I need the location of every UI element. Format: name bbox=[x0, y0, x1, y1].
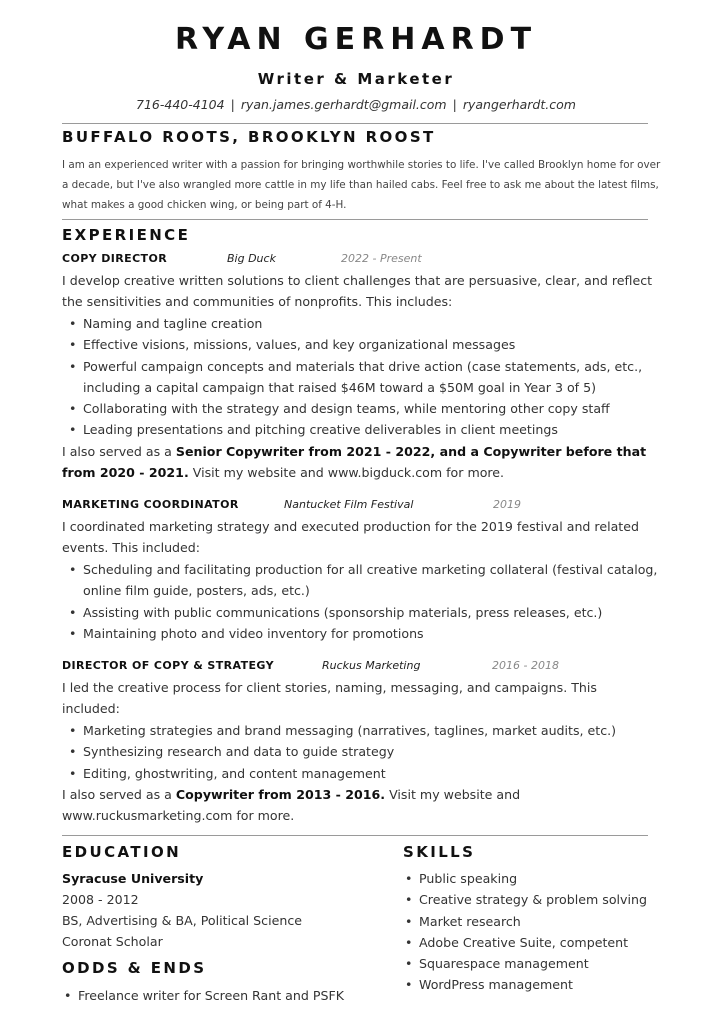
education-school: Syracuse University bbox=[62, 871, 204, 886]
job-company: Nantucket Film Festival bbox=[284, 498, 414, 511]
divider bbox=[62, 219, 648, 220]
list-item: • Market research bbox=[403, 911, 693, 932]
list-item: • Collaborating with the strategy and design teams, while mentoring other copy staff bbox=[62, 398, 674, 419]
job-title: DIRECTOR OF COPY & STRATEGY bbox=[62, 659, 274, 672]
job-closing bbox=[62, 784, 542, 827]
divider bbox=[62, 835, 648, 836]
divider bbox=[62, 123, 648, 124]
list-item: • Assisting with public communications (sponsorship materials, press releases, etc.) bbox=[62, 602, 674, 623]
job-dates: 2022 - Present bbox=[341, 252, 422, 265]
job-dates: 2019 bbox=[493, 498, 521, 511]
experience-heading: EXPERIENCE bbox=[62, 226, 191, 244]
list-item: • Synthesizing research and data to guide strategy bbox=[62, 741, 674, 762]
intro-paragraph: I am an experienced writer with a passion for bringing worthwhile stories to life. I've called Brooklyn home for over a decade, but I've also wrangled more cattle in my life than hailed cabs. Feel free to ask me about the latest films, what makes a good chicken wing, or being part of 4-H. bbox=[62, 159, 661, 211]
list-item: • Powerful campaign concepts and materials that drive action (case statements, ads, etc., including a capital campaign that raised $46M toward a $50M goal in Year 3 of 5) bbox=[62, 356, 674, 399]
intro-heading: BUFFALO ROOTS, BROOKLYN ROOST bbox=[62, 128, 436, 146]
list-item: • Public speaking bbox=[403, 868, 693, 889]
resume-name: RYAN GERHARDT bbox=[174, 22, 538, 57]
job-closing-lead: I also served as a bbox=[62, 444, 176, 459]
job-summary: I led the creative process for client stories, naming, messaging, and campaigns. This included: bbox=[62, 680, 597, 717]
job-closing-tail: Visit my website and www.ruckusmarketing.com for more. bbox=[62, 787, 521, 824]
job-bullets bbox=[62, 720, 674, 784]
contact-separator: | bbox=[452, 97, 457, 112]
website-link[interactable]: ryangerhardt.com bbox=[462, 97, 576, 112]
list-item: • Marketing strategies and brand messaging (narratives, taglines, market audits, etc.) bbox=[62, 720, 674, 741]
list-item: • Squarespace management bbox=[403, 953, 693, 974]
list-item: • Freelance writer for Screen Rant and PSFK bbox=[62, 985, 402, 1006]
education-degree: BS, Advertising & BA, Political Science bbox=[62, 913, 302, 928]
odds-heading: ODDS & ENDS bbox=[62, 959, 207, 977]
contact-line bbox=[0, 97, 712, 112]
education-honor: Coronat Scholar bbox=[62, 934, 163, 949]
skills-list bbox=[403, 868, 693, 996]
odds-list bbox=[62, 985, 402, 1006]
job-company: Ruckus Marketing bbox=[322, 659, 421, 672]
education-years: 2008 - 2012 bbox=[62, 892, 139, 907]
job-summary: I develop creative written solutions to client challenges that are persuasive, clear, and reflect the sensitivities and communities of nonprofits. This includes: bbox=[62, 273, 653, 310]
list-item: • Adobe Creative Suite, competent bbox=[403, 932, 693, 953]
list-item: • Scheduling and facilitating production for all creative marketing collateral (festival catalog, online film guide, posters, ads, etc.) bbox=[62, 559, 674, 602]
job-dates: 2016 - 2018 bbox=[492, 659, 559, 672]
job-title: COPY DIRECTOR bbox=[62, 252, 168, 265]
resume-subtitle: Writer & Marketer bbox=[257, 70, 455, 88]
job-closing-lead: I also served as a bbox=[62, 787, 176, 802]
list-item: • Creative strategy & problem solving bbox=[403, 889, 693, 910]
job-closing-tail: Visit my website and www.bigduck.com for more. bbox=[188, 465, 505, 481]
skills-heading: SKILLS bbox=[403, 843, 476, 861]
list-item: • Effective visions, missions, values, and key organizational messages bbox=[62, 334, 674, 355]
phone-number: 716-440-4104 bbox=[136, 97, 225, 112]
education-heading: EDUCATION bbox=[62, 843, 182, 861]
job-title: MARKETING COORDINATOR bbox=[62, 498, 239, 511]
list-item: • Naming and tagline creation bbox=[62, 313, 674, 334]
job-closing-bold: Copywriter from 2013 - 2016. bbox=[175, 787, 386, 802]
job-bullets bbox=[62, 313, 674, 441]
list-item: • Leading presentations and pitching creative deliverables in client meetings bbox=[62, 419, 674, 440]
job-closing-bold: Senior Copywriter from 2021 - 2022, and a Copywriter before that from 2020 - 2021. bbox=[62, 444, 647, 481]
list-item: • WordPress management bbox=[403, 974, 693, 995]
job-summary: I coordinated marketing strategy and executed production for the 2019 festival and related events. This included: bbox=[62, 519, 639, 556]
email-address[interactable]: ryan.james.gerhardt@gmail.com bbox=[240, 97, 447, 112]
list-item: • Maintaining photo and video inventory for promotions bbox=[62, 623, 674, 644]
job-bullets bbox=[62, 559, 674, 644]
job-closing bbox=[62, 441, 662, 484]
contact-separator: | bbox=[230, 97, 235, 112]
list-item: • Editing, ghostwriting, and content management bbox=[62, 763, 674, 784]
job-company: Big Duck bbox=[227, 252, 276, 265]
